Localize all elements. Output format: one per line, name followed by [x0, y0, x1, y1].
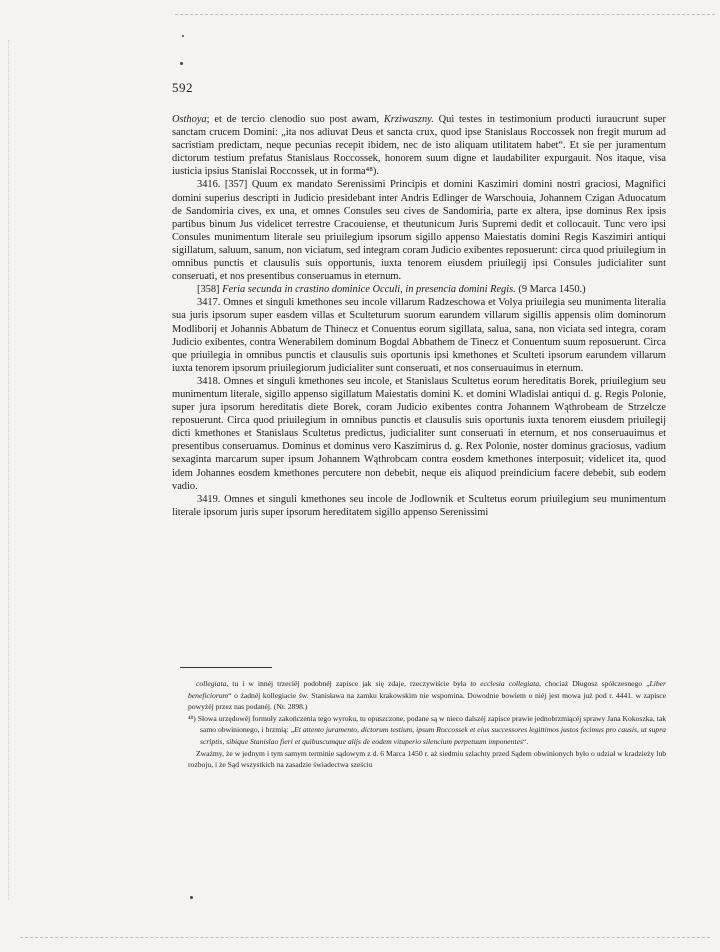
page-number: 592 [172, 80, 193, 95]
text-run: (9 Marca 1450.) [515, 284, 586, 296]
text-run: ; et de tercio clenodio suo post awam, [206, 114, 384, 125]
main-text [172, 113, 666, 519]
scan-speck [190, 896, 193, 899]
text-run: 3419. Omnes et singuli kmethones seu incole de Jodlownik et Scultetus eorum priuilegium seu munimentum literale ipsorum juris super ipsorum hereditatem sigillo appenso Serenissimi [172, 493, 666, 518]
footnote [188, 713, 666, 748]
italic-text: to ecclesia collegiata [470, 679, 540, 688]
italic-text: collegiata [196, 679, 227, 688]
italic-text: Krziwaszny. [383, 114, 434, 125]
paragraph [172, 296, 666, 375]
italic-text: Osthoya [172, 114, 207, 125]
scan-speck [180, 62, 183, 65]
text-run: [357] [224, 179, 248, 191]
text-run: [358] [197, 284, 223, 296]
footnote-separator [180, 667, 272, 668]
scan-edge-top [175, 14, 715, 15]
footnote [188, 678, 666, 713]
text-run: Zważmy, że w jednym i tym samym terminie sądowym z d. 6 Marca 1450 r. aż siedmiu szlachty przed Sądem obwinionych było o udział w kradzieży lub rozboju, i że Sąd wszystkich na zasadzie świadectwa sześciu [188, 748, 666, 770]
text-run: “. [522, 736, 529, 746]
scan-speck [182, 35, 184, 37]
footnotes [188, 678, 666, 771]
text-run: Qui testes in testimonium producti iuraucrunt super sanctam crucem Domini: „ita nos adiuvat Deus et sancta crux, quod ipse Stanislaus Roccossek non fregit murum ad sacristiam predictam, neque pecunias recepit ibidem, nec de isto aliquam utilitatem habet“. Et sie per juramentum dictorum testium prefatus Stanislaus Roccossek, honorem suum digne et laudabiliter expurgauit. Nos itaque, visa iusticia ipsius Stanislai Roccossek, ut in forma⁴⁸). [172, 114, 666, 178]
italic-text: Feria secunda in crastino dominice Occuli, in presencia domini Regis. [222, 284, 516, 296]
scan-edge-left [8, 40, 9, 900]
italic-text: Liber beneficiorum [188, 679, 666, 700]
paragraph [172, 113, 666, 178]
text-run: Quum ex mandato Serenissimi Principis et domini Kaszimiri domini nostri graciosi, Magnifici domini superius descripti in Judicio presidebant inter Andris Edlinger de Warschouia, Johannem Czigan Aduocatum de Sandomiria cives, ex una, et omnes Consules seu cives de Sandomiria, parte ex altera, ipse dominus Rex ipsis partibus binum Jus videlicet terrestre Cracouiense, et theutunicum Juris Supremi dedit et collocauit. Tunc vero ipsi Consules munimentum literale seu priuilegium ipsorum sigillo appenso Maiestatis domini Regis Kaszimiri antiqui sigillatum, saluum, sanum, non viciatum, sed integram coram Judicio exibentes reposuerunt: circa quod priuilegium in omnibus punctis et clausulis suis opportunis, iuxta tenorem eiusdem priuilegij ipsi Consules judicialiter sunt conseruati, et nos presentibus conseruamus in eternum. [172, 179, 666, 283]
paragraph [172, 283, 666, 296]
italic-text: Et attento juramento, dictorum testium, ipsum Roccossek et eius successores legittimos justos fecimus pro causis, ut supra scriptis, sibique Stanislao fieri et quibuscumque alijs de eodem vituperio silencium perpetuum imponentes [200, 725, 666, 746]
scan-edge-bottom [20, 937, 710, 938]
text-run: , chociaż Długosz spółczesnego „ [539, 679, 650, 688]
text-run: ⁴⁸) Słowa urzędowéj formuły zakończenia tego wyroku, tu opuszczone, podane są w nieco dalszéj zapisce prawie jednobrzmiącéj sprawy Jana Kokoszka, tak samo obwinionego, i brzmią: „ [188, 713, 666, 735]
text-run: , tu i w innéj trzeciéj podobnéj zapisce jak się zdaje, rzeczywiście była [226, 679, 471, 688]
footnote [188, 748, 666, 771]
text-run: 3416. [197, 179, 225, 191]
text-run: 3418. Omnes et singuli kmethones seu incole, et Stanislaus Scultetus eorum hereditatis Borek, priuilegium seu munimentum literale, sigillo appenso sigillatum Maiestatis domini K. et domini Wladislai antiqui d. g. Regis Polonie, super jura ipsorum hereditatis diete Borek, coram Judicio exibentes contra Johannem Wąthrobeam de Strzelcze reposuerunt. Circa quod priuilegium in omnibus punctis et clausulis suis oportunis iuxta tenorem eiusdem priuilegij dicti kmethones et Stanislaus Scultetus predictus, judicialiter sunt conseruati in eternum, et nos conseruauimus et presentibus conseruamus. Dominus et dominus vero Kaszimirus d. g. Rex Polonie, noster dominus graciosus, vadium sexaginta marcarum super ipsum Johannem Wąthrobcam contra eosdem kmethones interposuit; videlicet ita, quod idem Johannes eosdem kmethones percutere non debebit, neque eis aliquod preindicium facere debebit, sub eodem vadio. [172, 375, 666, 492]
text-run: “ o żadnéj kollegiacie św. Stanisława na zamku krakowskim nie wspomina. Dowodnie bowiem o niéj jest mowa już pod r. 4441. w zapisce powyżéj przez nas podanéj. (Nr. 2898.) [188, 690, 666, 712]
text-run: 3417. Omnes et singuli kmethones seu incole villarum Radzeschowa et Volya priuilegia seu munimenta literalia sua juris ipsorum super easdem villas et Sculteturum suorum earundem villarum sigillis appensis olim dominorum Modliborij et Johannis Abbatum de Thinecz et Conuentus eorum sigillata, salua, sana, non viciata sed integra, coram Judicio exibentes, contra Wenerabilem dominum Bogdal Abbathem de Tinecz et Conuentum suum reposuerunt. Circa que priuilegia in omnibus punctis et clausulis suis oportunis ipsi kmethones et Sculteti ipsorum earundem villarum iuxta tenorem ipsorum priuilegiorum judicialiter sunt conseruati, et nos conseruauimus in eternum. [172, 297, 666, 374]
paragraph [172, 493, 666, 519]
paragraph [172, 178, 666, 283]
paragraph [172, 375, 666, 493]
